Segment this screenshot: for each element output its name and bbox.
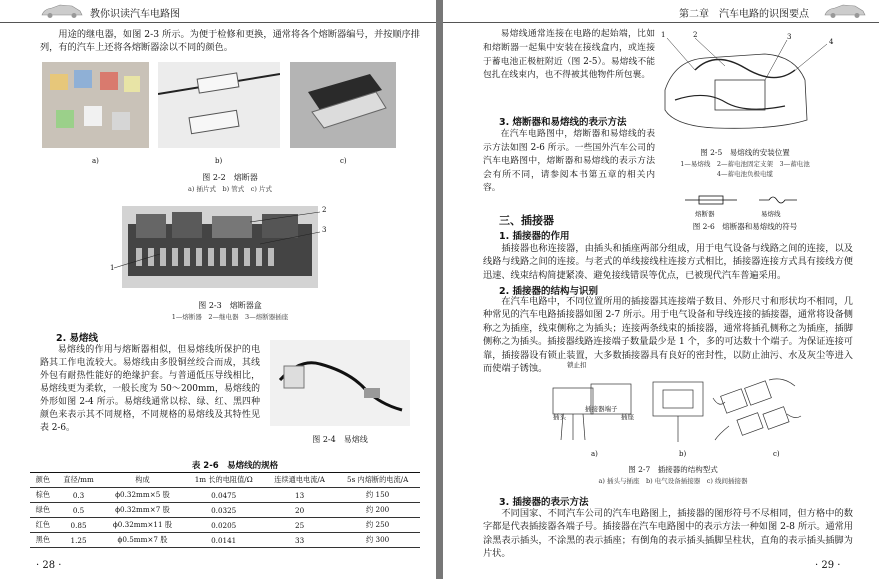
fusible-install-drawing <box>655 30 835 140</box>
section-3-heading: 3. 熔断器和易熔线的表示方法 <box>499 117 627 128</box>
table-header-fuse-current: 5s 内熔断的电流/A <box>335 473 420 488</box>
sub3-heading: 3. 插接器的表示方法 <box>499 497 589 508</box>
fig-2-2-sub-caption: a) 插片式 b) 管式 c) 片式 <box>188 185 272 193</box>
fig-2-3-callout-3: 3 <box>322 226 327 234</box>
section-2-heading: 2. 易熔线 <box>56 333 99 344</box>
table-cell: 约 250 <box>335 518 420 533</box>
table-cell: 黑色 <box>30 533 56 548</box>
book-gutter <box>436 0 443 579</box>
table-cell: 33 <box>264 533 335 548</box>
table-cell: 红色 <box>30 518 56 533</box>
fig-2-5-legend-2: 4—蓄电池负极电缆 <box>716 170 774 178</box>
fig-2-7-label-plug: 插头 <box>553 413 566 421</box>
tube-fuse-photo <box>158 62 280 148</box>
strip-fuse-photo <box>290 62 396 148</box>
fig-2-7-sub-a: a) <box>591 450 598 458</box>
table-header-composition: 构成 <box>101 473 183 488</box>
table-cell: ϕ0.32mm×5 股 <box>101 488 183 503</box>
fig-2-3-callout-1: 1 <box>110 264 115 272</box>
table-cell: 25 <box>264 518 335 533</box>
intro-paragraph: 用途的继电器，如图 2-3 所示。为便于检修和更换，通常将各个熔断器编号，并按顺序排列，有的汽车上还将各熔断器涂以不同的颜色。 <box>40 29 420 54</box>
fig-2-5-callout-1: 1 <box>661 31 666 39</box>
left-header-title: 教你识读汽车电路图 <box>90 9 180 20</box>
table-row <box>30 488 420 503</box>
table-cell: 0.3 <box>56 488 102 503</box>
table-header-resistance: 1m 长的电阻值/Ω <box>183 473 263 488</box>
table-cell: 0.5 <box>56 503 102 518</box>
fig-2-6-label-fusible: 易熔线 <box>761 210 781 218</box>
connector-section-heading: 三、插接器 <box>499 214 554 227</box>
table-header-row <box>30 473 420 488</box>
sub2-paragraph: 在汽车电路中，不同位置所用的插接器其连接端子数目、外形尺寸和形状均不相同，几种常见的汽车电路插接器如图 2-7 所示。用于电气设备和导线连接的插接器，通常将设备侧称之为插座，线束侧称之为插头；连接两条线束的插接器，通常将插孔侧称之为插座，插脚侧称之为插头。插接器线路连接端子数量最少是 1 个，多的可达数十个端子。为保证连接可靠，插接器设有锁止装置，大多数插接器具有良好的密封性，以防止油污、水及灰尘等进入而使端子锈蚀。 <box>483 296 853 375</box>
fusible-install-paragraph: 易熔线通常连接在电路的起始端，比如和熔断器一起集中安装在接线盒内，或连接于蓄电池正极桩附近（图 2-5）。易熔线不能包扎在线束内，也不得被其他物件所包裹。 <box>483 29 655 81</box>
fig-2-3-sub-caption: 1—熔断器 2—继电器 3—熔断器插座 <box>171 313 289 321</box>
fig-2-5-callout-4: 4 <box>829 38 834 46</box>
fig-2-7-caption: 图 2-7 插接器的结构型式 <box>628 465 718 474</box>
table-cell: 绿色 <box>30 503 56 518</box>
fig-2-2-sub-c: c) <box>340 157 347 165</box>
fusible-link-photo <box>270 340 410 426</box>
fig-2-6-label-fuse: 熔断器 <box>695 210 715 218</box>
fuse-symbols-drawing <box>681 190 811 210</box>
fig-2-3-leader-lines <box>100 204 330 294</box>
fusible-link-paragraph: 易熔线的作用与熔断器相似，但易熔线所保护的电路其工作电流较大。易熔线由多股铜丝绞合而成，其线外包有耐热性能好的绝缘护套。与普通低压导线相比，易熔线更为柔软，一般长度为 50～200mm，易熔线的外形如图 2-4 所示。易熔线通常以棕、绿、红、黑四种颜色来表示其不同规格，不同规格的易熔线及其特性见表 2-6。 <box>40 345 260 433</box>
fig-2-2-sub-a: a) <box>92 157 99 165</box>
fig-2-5-caption: 图 2-5 易熔线的安装位置 <box>700 148 790 157</box>
car-logo-icon <box>823 3 867 19</box>
right-header-chapter: 第二章 汽车电路的识图要点 <box>679 9 809 20</box>
left-page-header <box>0 0 436 23</box>
table-cell: 20 <box>264 503 335 518</box>
table-cell: 约 300 <box>335 533 420 548</box>
fig-2-7-label-lock: 锁止扣 <box>567 361 587 369</box>
right-page-number: · 29 · <box>815 560 841 571</box>
table-cell: 约 200 <box>335 503 420 518</box>
table-cell: 1.25 <box>56 533 102 548</box>
table-cell: 0.0325 <box>183 503 263 518</box>
table-cell: ϕ0.32mm×7 股 <box>101 503 183 518</box>
table-row <box>30 533 420 548</box>
table-row <box>30 518 420 533</box>
sub2-heading: 2. 插接器的结构与识别 <box>499 286 599 297</box>
sub1-heading: 1. 插接器的作用 <box>499 231 570 242</box>
fig-2-7-label-terminal: 插接器端子 <box>585 405 618 413</box>
fig-2-5-legend-1: 1—易熔线 2—蓄电池固定支架 3—蓄电池 <box>680 160 810 168</box>
table-header-color: 颜色 <box>30 473 56 488</box>
fig-2-7-sub-c: c) <box>773 450 780 458</box>
right-page-header <box>443 0 879 23</box>
fig-2-7-sub-caption: a) 插头与插座 b) 电气设备插接器 c) 线间插接器 <box>598 477 748 485</box>
sub3-paragraph: 不同国家、不同汽车公司的汽车电路图上，插接器的图形符号不尽相同，但方格中的数字都是代表插接器各端子号。插接器在汽车电路图中的表示方法一种如图 2-8 所示。通常用涂黑表示插头，不涂黑的表示插座；有倒角的表示插头插脚呈柱状，直角的表示插头插脚为片状。 <box>483 508 853 560</box>
table-cell: 13 <box>264 488 335 503</box>
fig-2-3-caption: 图 2-3 熔断器盒 <box>198 301 262 310</box>
table-cell: ϕ0.32mm×11 股 <box>101 518 183 533</box>
table-row <box>30 503 420 518</box>
table-cell: 约 150 <box>335 488 420 503</box>
fig-2-7-label-socket: 插座 <box>621 413 634 421</box>
fig-2-5-callout-2: 2 <box>693 31 698 39</box>
table-cell: 0.0205 <box>183 518 263 533</box>
table-cell: 棕色 <box>30 488 56 503</box>
blade-fuse-photo <box>42 62 149 148</box>
table-cell: ϕ0.5mm×7 股 <box>101 533 183 548</box>
table-header-continuous-current: 连续通电电流/A <box>264 473 335 488</box>
connector-drawings <box>543 368 803 448</box>
table-cell: 0.85 <box>56 518 102 533</box>
fig-2-6-caption: 图 2-6 熔断器和易熔线的符号 <box>692 222 798 231</box>
symbol-paragraph: 在汽车电路图中，熔断器和易熔线的表示方法如图 2-6 所示。一些国外汽车公司的汽车电路图中，熔断器和易熔线的表示方法会有所不同，请参阅本书第五章的相关内容。 <box>483 129 655 194</box>
table-header-diameter: 直径/mm <box>56 473 102 488</box>
car-logo-icon <box>40 3 84 19</box>
table-cell: 0.0141 <box>183 533 263 548</box>
table-2-6-title: 表 2-6 易熔线的规格 <box>191 461 279 471</box>
fig-2-2-sub-b: b) <box>215 157 223 165</box>
fig-2-4-caption: 图 2-4 易熔线 <box>312 435 368 444</box>
fig-2-7-sub-b: b) <box>679 450 687 458</box>
fig-2-3-callout-2: 2 <box>322 206 327 214</box>
table-cell: 0.0475 <box>183 488 263 503</box>
fusible-spec-table <box>30 472 420 548</box>
left-page-number: · 28 · <box>36 560 62 571</box>
right-page <box>443 0 879 579</box>
fig-2-5-callout-3: 3 <box>787 33 792 41</box>
sub1-paragraph: 插接器也称连接器，由插头和插座两部分组成，用于电气设备与线路之间的连接，以及线路与线路之间的连接。与老式的单线接线柱连接方式相比，插接器连接方式具有接线方便迅速、线束结构简捷紧凑、避免接线错误等优点，已被现代汽车普遍采用。 <box>483 243 853 281</box>
fig-2-2-caption: 图 2-2 熔断器 <box>202 173 258 182</box>
left-page <box>0 0 436 579</box>
